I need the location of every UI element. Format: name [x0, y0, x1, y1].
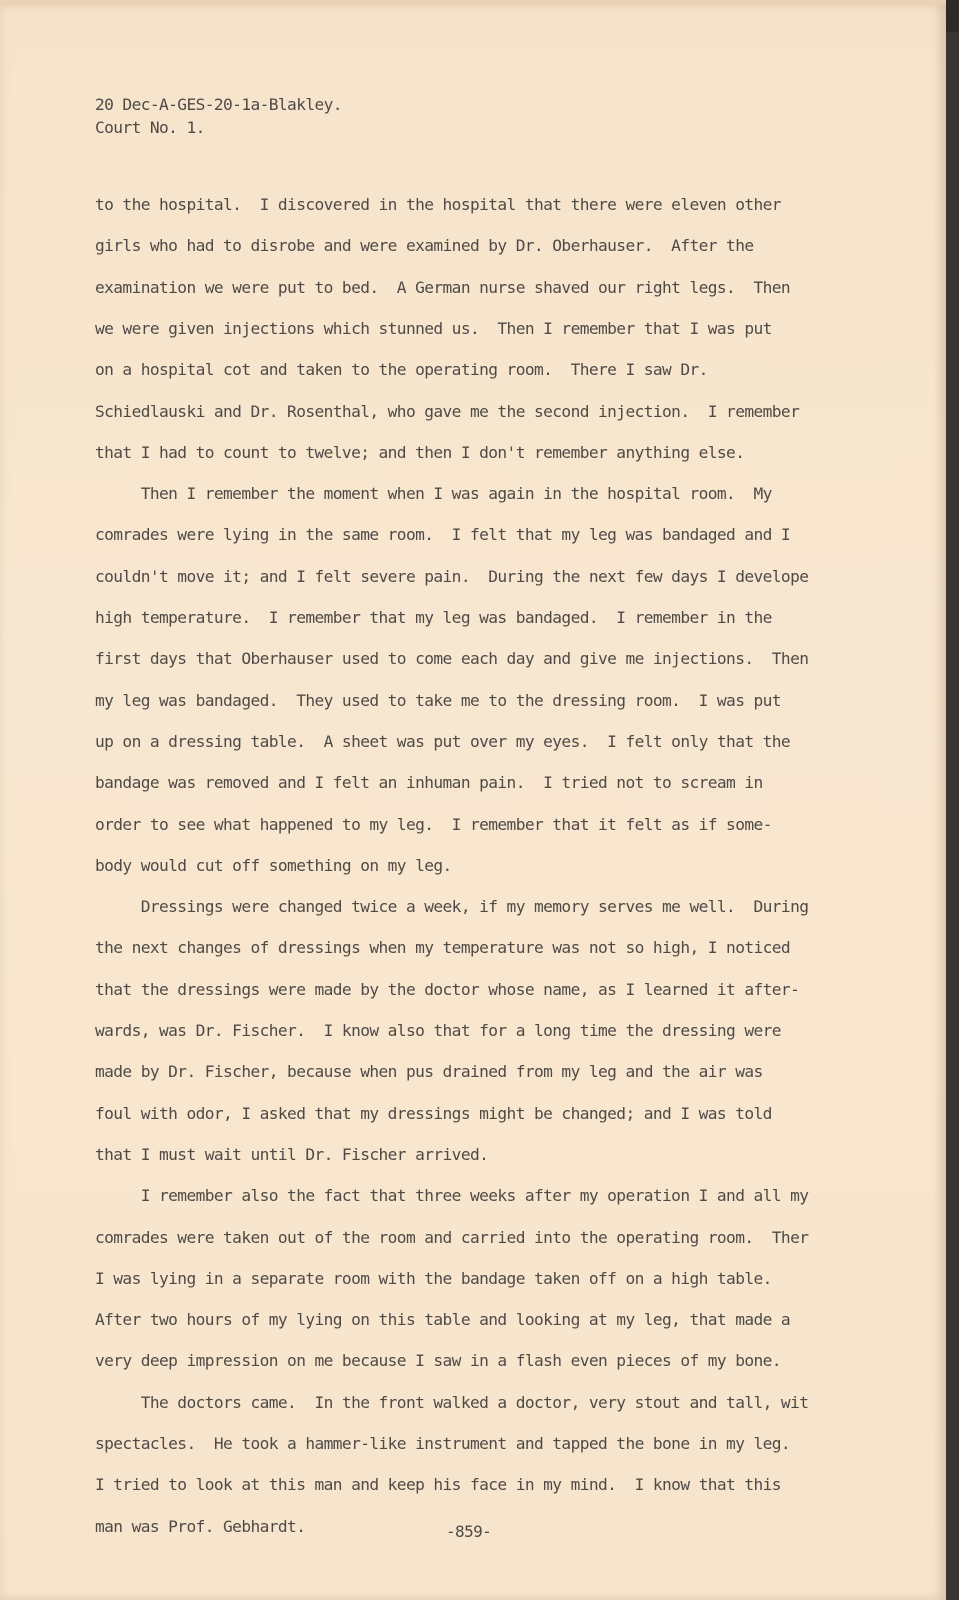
body-line: foul with odor, I asked that my dressings might be changed; and I was told — [95, 1103, 772, 1123]
body-line: first days that Oberhauser used to come each day and give me injections. Then — [95, 649, 809, 669]
body-line: my leg was bandaged. They used to take me to the dressing room. I was put — [95, 690, 781, 710]
body-line: girls who had to disrobe and were examined by Dr. Oberhauser. After the — [95, 236, 754, 256]
body-line: I remember also the fact that three weeks after my operation I and all my — [95, 1186, 809, 1206]
body-line: After two hours of my lying on this table and looking at my leg, that made a — [95, 1310, 791, 1330]
body-line: I was lying in a separate room with the bandage taken off on a high table. — [95, 1268, 772, 1288]
dark-corner — [946, 0, 959, 32]
body-line: couldn't move it; and I felt severe pain. During the next few days I develope — [95, 566, 809, 586]
body-line: man was Prof. Gebhardt. — [95, 1516, 306, 1536]
page-top-edge — [0, 0, 946, 8]
court-number: Court No. 1. — [95, 118, 205, 137]
body-line: order to see what happened to my leg. I remember that it felt as if some- — [95, 814, 772, 834]
body-line: on a hospital cot and taken to the operating room. There I saw Dr. — [95, 360, 708, 380]
body-line: body would cut off something on my leg. — [95, 855, 452, 875]
body-line: the next changes of dressings when my temperature was not so high, I noticed — [95, 938, 791, 958]
body-line: made by Dr. Fischer, because when pus drained from my leg and the air was — [95, 1062, 763, 1082]
body-line: spectacles. He took a hammer-like instrument and tapped the bone in my leg. — [95, 1434, 791, 1453]
body-line: wards, was Dr. Fischer. I know also that for a long time the dressing were — [95, 1021, 781, 1040]
body-line: I tried to look at this man and keep his face in my mind. I know that this — [95, 1475, 781, 1495]
body-line: The doctors came. In the front walked a doctor, very stout and tall, wit — [95, 1392, 809, 1412]
body-line: bandage was removed and I felt an inhuman pain. I tried not to scream in — [95, 773, 763, 793]
body-line: very deep impression on me because I saw in a flash even pieces of my bone. — [95, 1351, 781, 1371]
document-reference: 20 Dec-A-GES-20-1a-Blakley. — [95, 95, 342, 114]
body-line: we were given injections which stunned us. Then I remember that I was put — [95, 318, 772, 338]
body-line: to the hospital. I discovered in the hospital that there were eleven other — [95, 195, 781, 214]
body-line: that I had to count to twelve; and then I don't remember anything else. — [95, 442, 745, 462]
body-line: Then I remember the moment when I was again in the hospital room. My — [95, 484, 772, 504]
body-line: high temperature. I remember that my leg was bandaged. I remember in the — [95, 608, 772, 627]
body-line: comrades were lying in the same room. I felt that my leg was bandaged and I — [95, 525, 791, 545]
page-number: -859- — [446, 1522, 492, 1541]
body-line: that I must wait until Dr. Fischer arrived. — [95, 1144, 489, 1164]
body-line: up on a dressing table. A sheet was put over my eyes. I felt only that the — [95, 731, 791, 751]
body-line: that the dressings were made by the doctor whose name, as I learned it after- — [95, 979, 800, 999]
body-line: examination we were put to bed. A German nurse shaved our right legs. Then — [95, 277, 791, 297]
body-line: Schiedlauski and Dr. Rosenthal, who gave me the second injection. I remember — [95, 401, 800, 421]
body-line: comrades were taken out of the room and carried into the operating room. Ther — [95, 1227, 809, 1247]
body-line: Dressings were changed twice a week, if my memory serves me well. During — [95, 897, 809, 917]
